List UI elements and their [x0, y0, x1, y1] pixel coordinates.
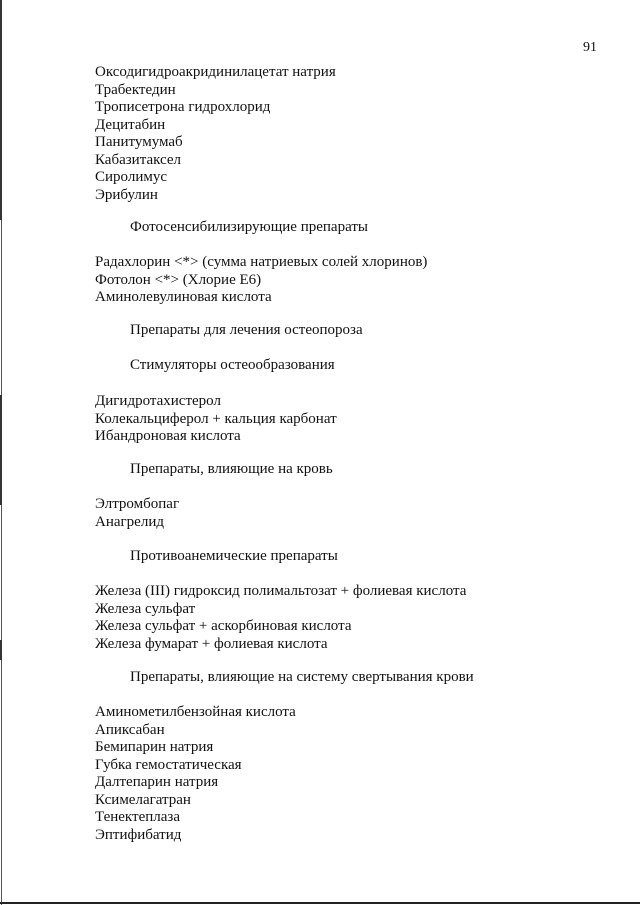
scan-edge-mark-middle	[0, 395, 2, 505]
list-item: Радахлорин <*> (сумма натриевых солей хлоринов)	[95, 254, 428, 270]
list-item: Эрибулин	[95, 186, 158, 203]
list-item: Дигидротахистерол	[95, 393, 221, 409]
section-heading-blood: Препараты, влияющие на кровь	[130, 461, 333, 477]
scan-edge-mark-top	[0, 0, 2, 220]
list-item: Бемипарин натрия	[95, 739, 214, 755]
section-heading-osteogenesis: Стимуляторы остеообразования	[130, 357, 335, 373]
list-item: Железа (III) гидроксид полимальтозат + фолиевая кислота	[95, 583, 467, 599]
list-item: Трописетрона гидрохлорид	[95, 99, 271, 115]
drug-list-coagulation	[95, 704, 296, 844]
list-item: Аминометилбензойная кислота	[95, 704, 296, 720]
list-item: Аминолевулиновая кислота	[95, 289, 272, 305]
list-item: Эптифибатид	[95, 826, 182, 843]
page-number: 91	[583, 40, 597, 55]
list-item: Ксимелагатран	[95, 791, 191, 808]
list-item: Тенектеплаза	[95, 809, 180, 825]
list-item: Железа сульфат	[95, 600, 196, 617]
section-heading-osteoporosis: Препараты для лечения остеопороза	[130, 322, 363, 338]
list-item: Колекальциферол + кальция карбонат	[95, 410, 337, 427]
list-item: Фотолон <*> (Хлорие Е6)	[95, 271, 262, 288]
list-item: Элтромбопаг	[95, 496, 180, 512]
list-item: Сиролимус	[95, 169, 167, 185]
drug-list-osteogenesis	[95, 393, 337, 446]
list-item: Губка гемостатическая	[95, 756, 242, 773]
drug-list-blood	[95, 496, 179, 531]
list-item: Кабазитаксел	[95, 151, 182, 168]
list-item: Апиксабан	[95, 721, 165, 738]
list-item: Децитабин	[95, 116, 166, 133]
drug-list-antineoplastic	[95, 64, 336, 204]
drug-list-antianemic	[95, 583, 466, 653]
list-item: Трабектедин	[95, 81, 176, 98]
section-heading-photosensitizers: Фотосенсибилизирующие препараты	[130, 219, 368, 235]
list-item: Анагрелид	[95, 513, 164, 530]
list-item: Панитумумаб	[95, 134, 183, 150]
section-heading-coagulation: Препараты, влияющие на систему свертывания крови	[130, 669, 474, 685]
section-heading-antianemic: Противоанемические препараты	[130, 548, 338, 564]
list-item: Железа фумарат + фолиевая кислота	[95, 635, 328, 652]
drug-list-photosensitizers	[95, 254, 427, 307]
list-item: Далтепарин натрия	[95, 774, 219, 790]
list-item: Оксодигидроакридинилацетат натрия	[95, 64, 336, 80]
scan-bottom-edge	[0, 902, 640, 904]
list-item: Ибандроновая кислота	[95, 428, 241, 444]
scan-edge-mark-lower	[0, 640, 2, 660]
list-item: Железа сульфат + аскорбиновая кислота	[95, 618, 352, 634]
